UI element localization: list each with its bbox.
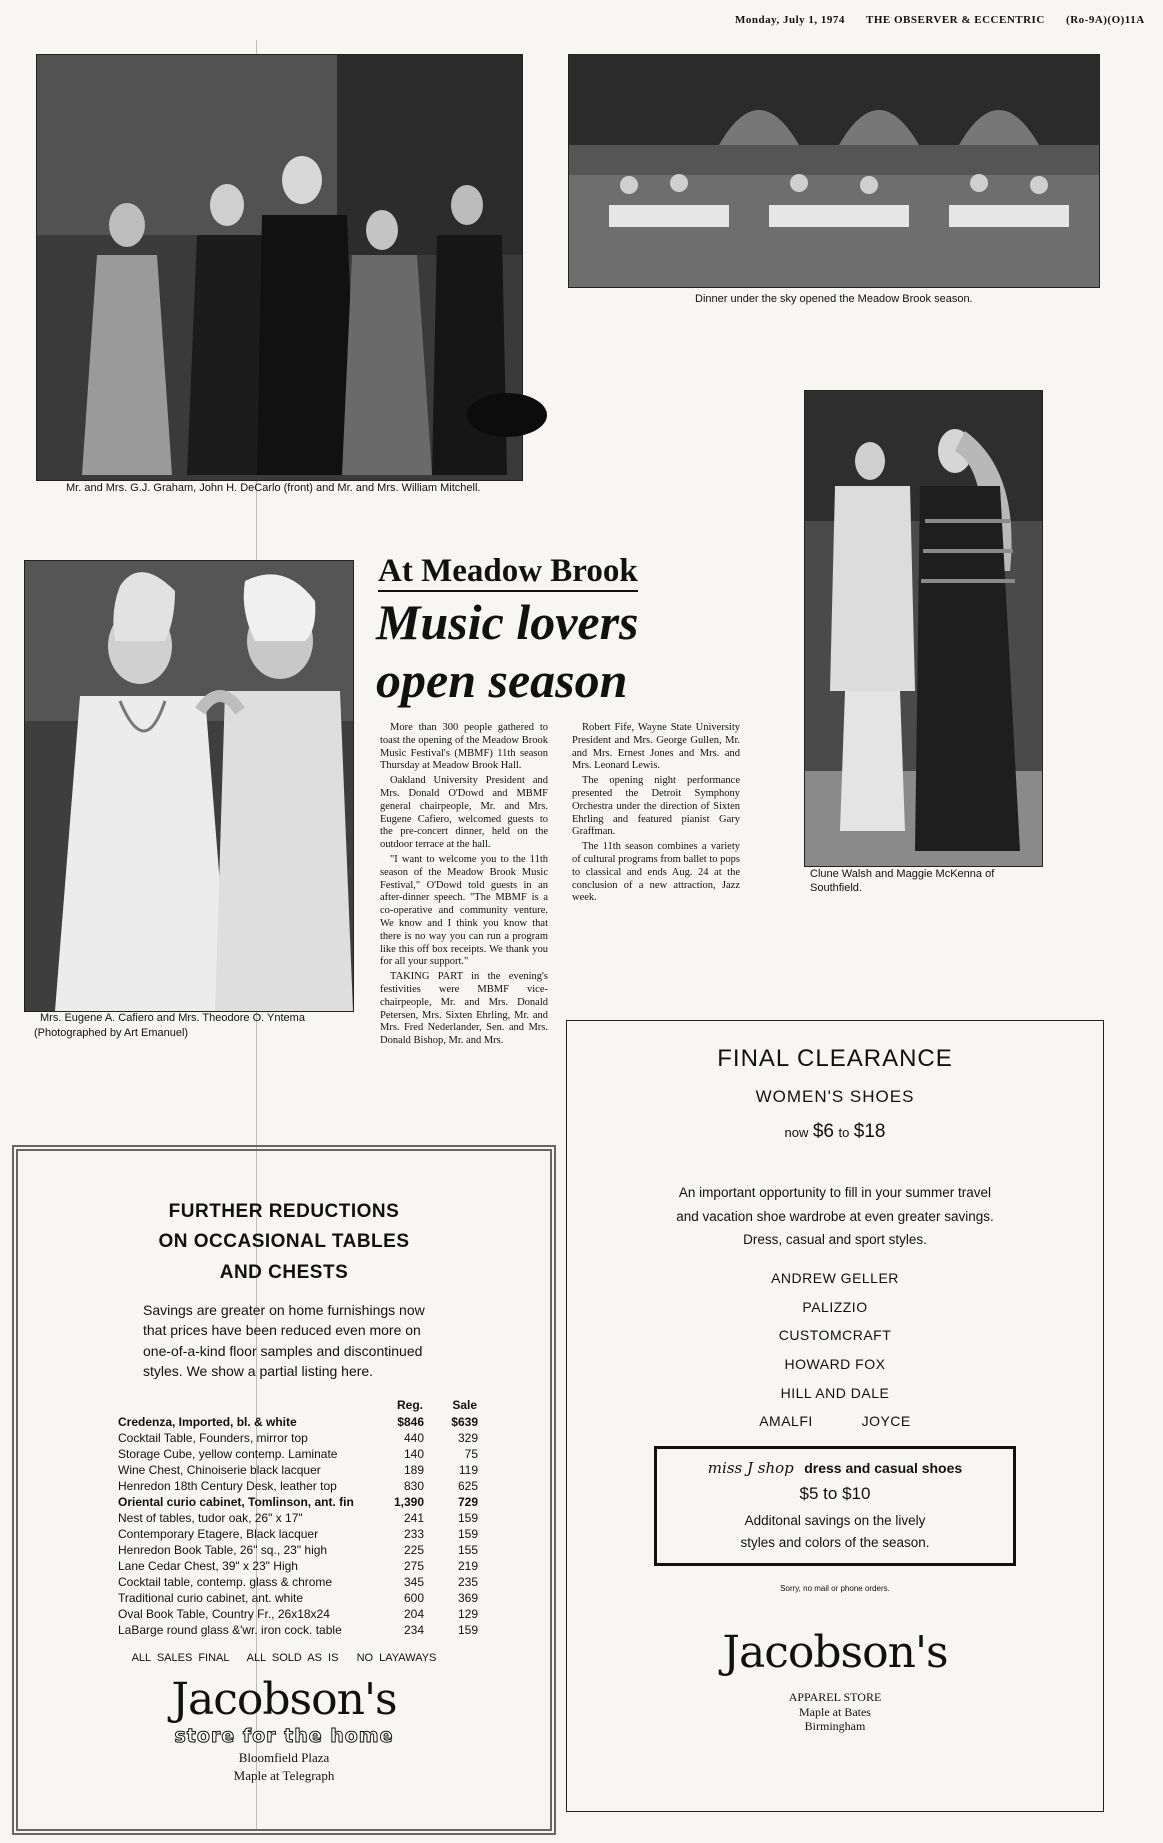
masthead-page: (Ro-9A)(O)11A xyxy=(1066,14,1145,26)
col-sale-header: Sale xyxy=(452,1398,477,1413)
miss-j-shop-body-line1: Additonal savings on the lively xyxy=(744,1513,926,1528)
photo-walsh-mckenna xyxy=(804,390,1043,867)
masthead xyxy=(735,14,1163,26)
price-regular: 600 xyxy=(403,1591,424,1606)
store-for-home-wordmark: store for the home xyxy=(174,1725,394,1748)
price-sale: 219 xyxy=(457,1559,478,1574)
price-row xyxy=(118,1414,478,1430)
shoe-ad-title: FINAL CLEARANCE xyxy=(717,1045,953,1072)
photo-walsh-caption: Clune Walsh and Maggie McKenna of Southfield. xyxy=(810,868,995,894)
article-paragraph: "I want to welcome you to the 11th season of the Meadow Brook Music Festival," O'Dowd told guests in an after-dinner speech. "The MBMF is a co-operative and community venture. We know and I think you know that there is no way you can run a program like this off box receipts. We thank you for all your support." xyxy=(380,853,548,968)
price-row xyxy=(118,1606,478,1622)
price-sale: 235 xyxy=(457,1575,478,1590)
price-row xyxy=(118,1494,478,1510)
price-row xyxy=(118,1446,478,1462)
jacobsons-logo: Jacobson's xyxy=(171,1674,397,1726)
miss-j-shop-headline xyxy=(665,1459,1005,1478)
article-paragraph: The opening night performance presented the Detroit Symphony Orchestra under the direction of Sixten Ehrling and featured pianist Gary Graffman. xyxy=(572,775,740,838)
price-sale: 159 xyxy=(457,1511,478,1526)
article-paragraph: Oakland University President and Mrs. Donald O'Dowd and MBMF general chairpeople, Mr. and Mrs. Eugene Cafiero, welcomed guests to the pre-concert dinner, held on the outdoor terrace at the hall. xyxy=(380,775,548,851)
price-item-name: LaBarge round glass &'wr. iron cock. table xyxy=(118,1623,342,1638)
furniture-ad-terms: ALL SALES FINAL ALL SOLD AS IS NO LAYAWAYS xyxy=(131,1652,437,1665)
price-item-name: Contemporary Etagere, Black lacquer xyxy=(118,1527,319,1542)
price-regular: 830 xyxy=(403,1479,424,1494)
article-kicker: At Meadow Brook xyxy=(378,553,638,592)
shoe-brand-row xyxy=(567,1407,1103,1436)
price-regular: 204 xyxy=(403,1607,424,1622)
shoe-ad-subtitle: WOMEN'S SHOES xyxy=(755,1087,915,1106)
article-paragraph: Robert Fife, Wayne State University President and Mrs. George Gullen, Mr. and Mrs. Ernest Jones and Mrs. and Mrs. Leonard Lewis. xyxy=(572,722,740,772)
article-column-2 xyxy=(572,722,740,907)
masthead-paper: THE OBSERVER & ECCENTRIC xyxy=(866,14,1045,26)
col-reg-header: Reg. xyxy=(396,1398,423,1413)
miss-j-shop-price: $5 to $10 xyxy=(799,1484,871,1503)
price-item-name: Henredon 18th Century Desk, leather top xyxy=(118,1479,337,1494)
price-regular: 1,390 xyxy=(393,1495,424,1510)
masthead-date: Monday, July 1, 1974 xyxy=(735,14,845,26)
shoe-ad-body-line1: An important opportunity to fill in your summer travel xyxy=(678,1185,992,1200)
shoe-brand: JOYCE xyxy=(861,1413,911,1430)
furniture-ad-address-line1: Bloomfield Plaza xyxy=(238,1750,330,1766)
shoe-brand: PALIZZIO xyxy=(802,1298,868,1315)
price-row xyxy=(118,1478,478,1494)
shoe-brand: HOWARD FOX xyxy=(784,1355,886,1372)
jacobsons-logo: Jacobson's xyxy=(722,1627,948,1679)
furniture-ad-address-line2: Maple at Telegraph xyxy=(233,1767,335,1783)
price-sale: 729 xyxy=(457,1495,478,1510)
price-sale: $639 xyxy=(451,1415,478,1430)
shoe-clearance-ad xyxy=(566,1020,1104,1812)
furniture-ad-headline xyxy=(18,1197,550,1288)
article-column-1 xyxy=(380,722,548,1050)
price-sale: 159 xyxy=(457,1527,478,1542)
shoe-ad-body-line3: Dress, casual and sport styles. xyxy=(743,1232,927,1248)
shoe-ad-price-low: $6 xyxy=(812,1121,834,1142)
article-headline-line2: open season xyxy=(376,652,628,708)
price-item-name: Storage Cube, yellow contemp. Laminate xyxy=(118,1447,338,1462)
apparel-store-city: Birmingham xyxy=(804,1718,866,1733)
miss-j-shop-box xyxy=(654,1446,1016,1566)
photo-graham-caption: Mr. and Mrs. G.J. Graham, John H. DeCarlo (front) and Mr. and Mrs. William Mitchell. xyxy=(66,482,481,494)
shoe-ad-price xyxy=(567,1121,1103,1143)
furniture-ad-head-line3: AND CHESTS xyxy=(219,1261,349,1283)
apparel-store-street: Maple at Bates xyxy=(799,1704,871,1719)
price-regular: $846 xyxy=(397,1415,424,1430)
price-item-name: Wine Chest, Chinoiserie black lacquer xyxy=(118,1463,321,1478)
price-row xyxy=(118,1574,478,1590)
photo-cafiero-yntema xyxy=(24,560,354,1012)
price-sale: 129 xyxy=(457,1607,478,1622)
furniture-ad-head-line2: ON OCCASIONAL TABLES xyxy=(158,1231,410,1253)
price-sale: 155 xyxy=(457,1543,478,1558)
price-sale: 75 xyxy=(464,1447,478,1462)
furniture-ad-head-line1: FURTHER REDUCTIONS xyxy=(168,1201,400,1222)
price-sale: 369 xyxy=(457,1591,478,1606)
price-item-name: Traditional curio cabinet, ant. white xyxy=(118,1591,303,1606)
price-row xyxy=(118,1590,478,1606)
shoe-brand-list xyxy=(567,1264,1103,1436)
article-paragraph: The 11th season combines a variety of cultural programs from ballet to pops to classical and ends Aug. 24 at the conclusion of a new attraction, Jazz week. xyxy=(572,841,740,904)
price-regular: 225 xyxy=(403,1543,424,1558)
price-sale: 329 xyxy=(457,1431,478,1446)
photo-cafiero-caption: Mrs. Eugene A. Cafiero and Mrs. Theodore O. Yntema xyxy=(40,1012,305,1024)
photo-graham-group xyxy=(36,54,523,481)
apparel-store-address xyxy=(567,1690,1103,1733)
price-row xyxy=(118,1462,478,1478)
price-item-name: Cocktail table, contemp. glass & chrome xyxy=(118,1575,333,1590)
price-regular: 234 xyxy=(403,1623,424,1638)
shoe-ad-no-orders-note: Sorry, no mail or phone orders. xyxy=(780,1584,890,1594)
furniture-ad-address xyxy=(18,1749,550,1784)
price-item-name: Lane Cedar Chest, 39" x 23" High xyxy=(118,1559,298,1574)
shoe-brand: CUSTOMCRAFT xyxy=(778,1327,892,1344)
price-item-name: Nest of tables, tudor oak, 26" x 17" xyxy=(118,1511,303,1526)
price-row xyxy=(118,1510,478,1526)
price-regular: 440 xyxy=(403,1431,424,1446)
price-item-name: Henredon Book Table, 26" sq., 23" high xyxy=(118,1543,328,1558)
shoe-brand: AMALFI xyxy=(759,1413,813,1430)
price-regular: 233 xyxy=(403,1527,424,1542)
photo-cafiero-credit: (Photographed by Art Emanuel) xyxy=(34,1027,189,1039)
shoe-brand: ANDREW GELLER xyxy=(771,1269,899,1286)
price-regular: 140 xyxy=(403,1447,424,1462)
price-table-header xyxy=(118,1397,478,1414)
shoe-ad-body-line2: and vacation shoe wardrobe at even greater savings. xyxy=(676,1208,994,1224)
price-row xyxy=(118,1430,478,1446)
price-sale: 119 xyxy=(458,1463,478,1478)
price-row xyxy=(118,1622,478,1638)
shoe-ad-body xyxy=(567,1181,1103,1252)
price-item-name: Credenza, Imported, bl. & white xyxy=(118,1415,297,1430)
apparel-store-name: APPAREL STORE xyxy=(788,1690,882,1705)
miss-j-shop-logo: miss J shop xyxy=(707,1459,794,1477)
price-sale: 625 xyxy=(457,1479,478,1494)
price-table-body xyxy=(118,1414,478,1638)
price-regular: 275 xyxy=(403,1559,424,1574)
price-row xyxy=(118,1542,478,1558)
price-table xyxy=(118,1397,478,1638)
photo-dinner xyxy=(568,54,1100,288)
price-regular: 345 xyxy=(403,1575,424,1590)
price-sale: 159 xyxy=(457,1623,478,1638)
article-paragraph: TAKING PART in the evening's festivities were MBMF vice-chairpeople, Mr. and Mrs. Donald Petersen, Mrs. Sixten Ehrling, Mr. and Mrs. Fred Nederlander, Sen. and Mrs. Donald Bishop, Mr. and Mrs. xyxy=(380,971,548,1047)
price-item-name: Oriental curio cabinet, Tomlinson, ant. fin xyxy=(118,1495,354,1510)
miss-j-shop-body-line2: styles and colors of the season. xyxy=(740,1534,930,1550)
miss-j-shop-body xyxy=(665,1510,1005,1553)
article-headline-line1: Music lovers xyxy=(376,594,639,650)
article-paragraph: More than 300 people gathered to toast the opening of the Meadow Brook Music Festival's (MBMF) 11th season Thursday at Meadow Brook Hall. xyxy=(380,722,548,772)
price-item-name: Oval Book Table, Country Fr., 26x18x24 xyxy=(118,1607,330,1622)
photo-dinner-caption: Dinner under the sky opened the Meadow Brook season. xyxy=(695,293,973,305)
shoe-ad-price-to: to xyxy=(838,1125,850,1140)
furniture-ad-intro: Savings are greater on home furnishings now that prices have been reduced even more on one-of-a-kind floor samples and discontinued styles. We show a partial listing here. xyxy=(143,1302,425,1380)
price-row xyxy=(118,1558,478,1574)
shoe-ad-price-now: now xyxy=(784,1125,809,1140)
price-row xyxy=(118,1526,478,1542)
shoe-brand: HILL AND DALE xyxy=(780,1384,890,1401)
price-item-name: Cocktail Table, Founders, mirror top xyxy=(118,1431,308,1446)
price-regular: 189 xyxy=(403,1463,424,1478)
furniture-ad xyxy=(12,1145,556,1835)
miss-j-shop-text: dress and casual shoes xyxy=(804,1460,963,1476)
shoe-ad-price-high: $18 xyxy=(853,1121,886,1142)
price-regular: 241 xyxy=(403,1511,424,1526)
